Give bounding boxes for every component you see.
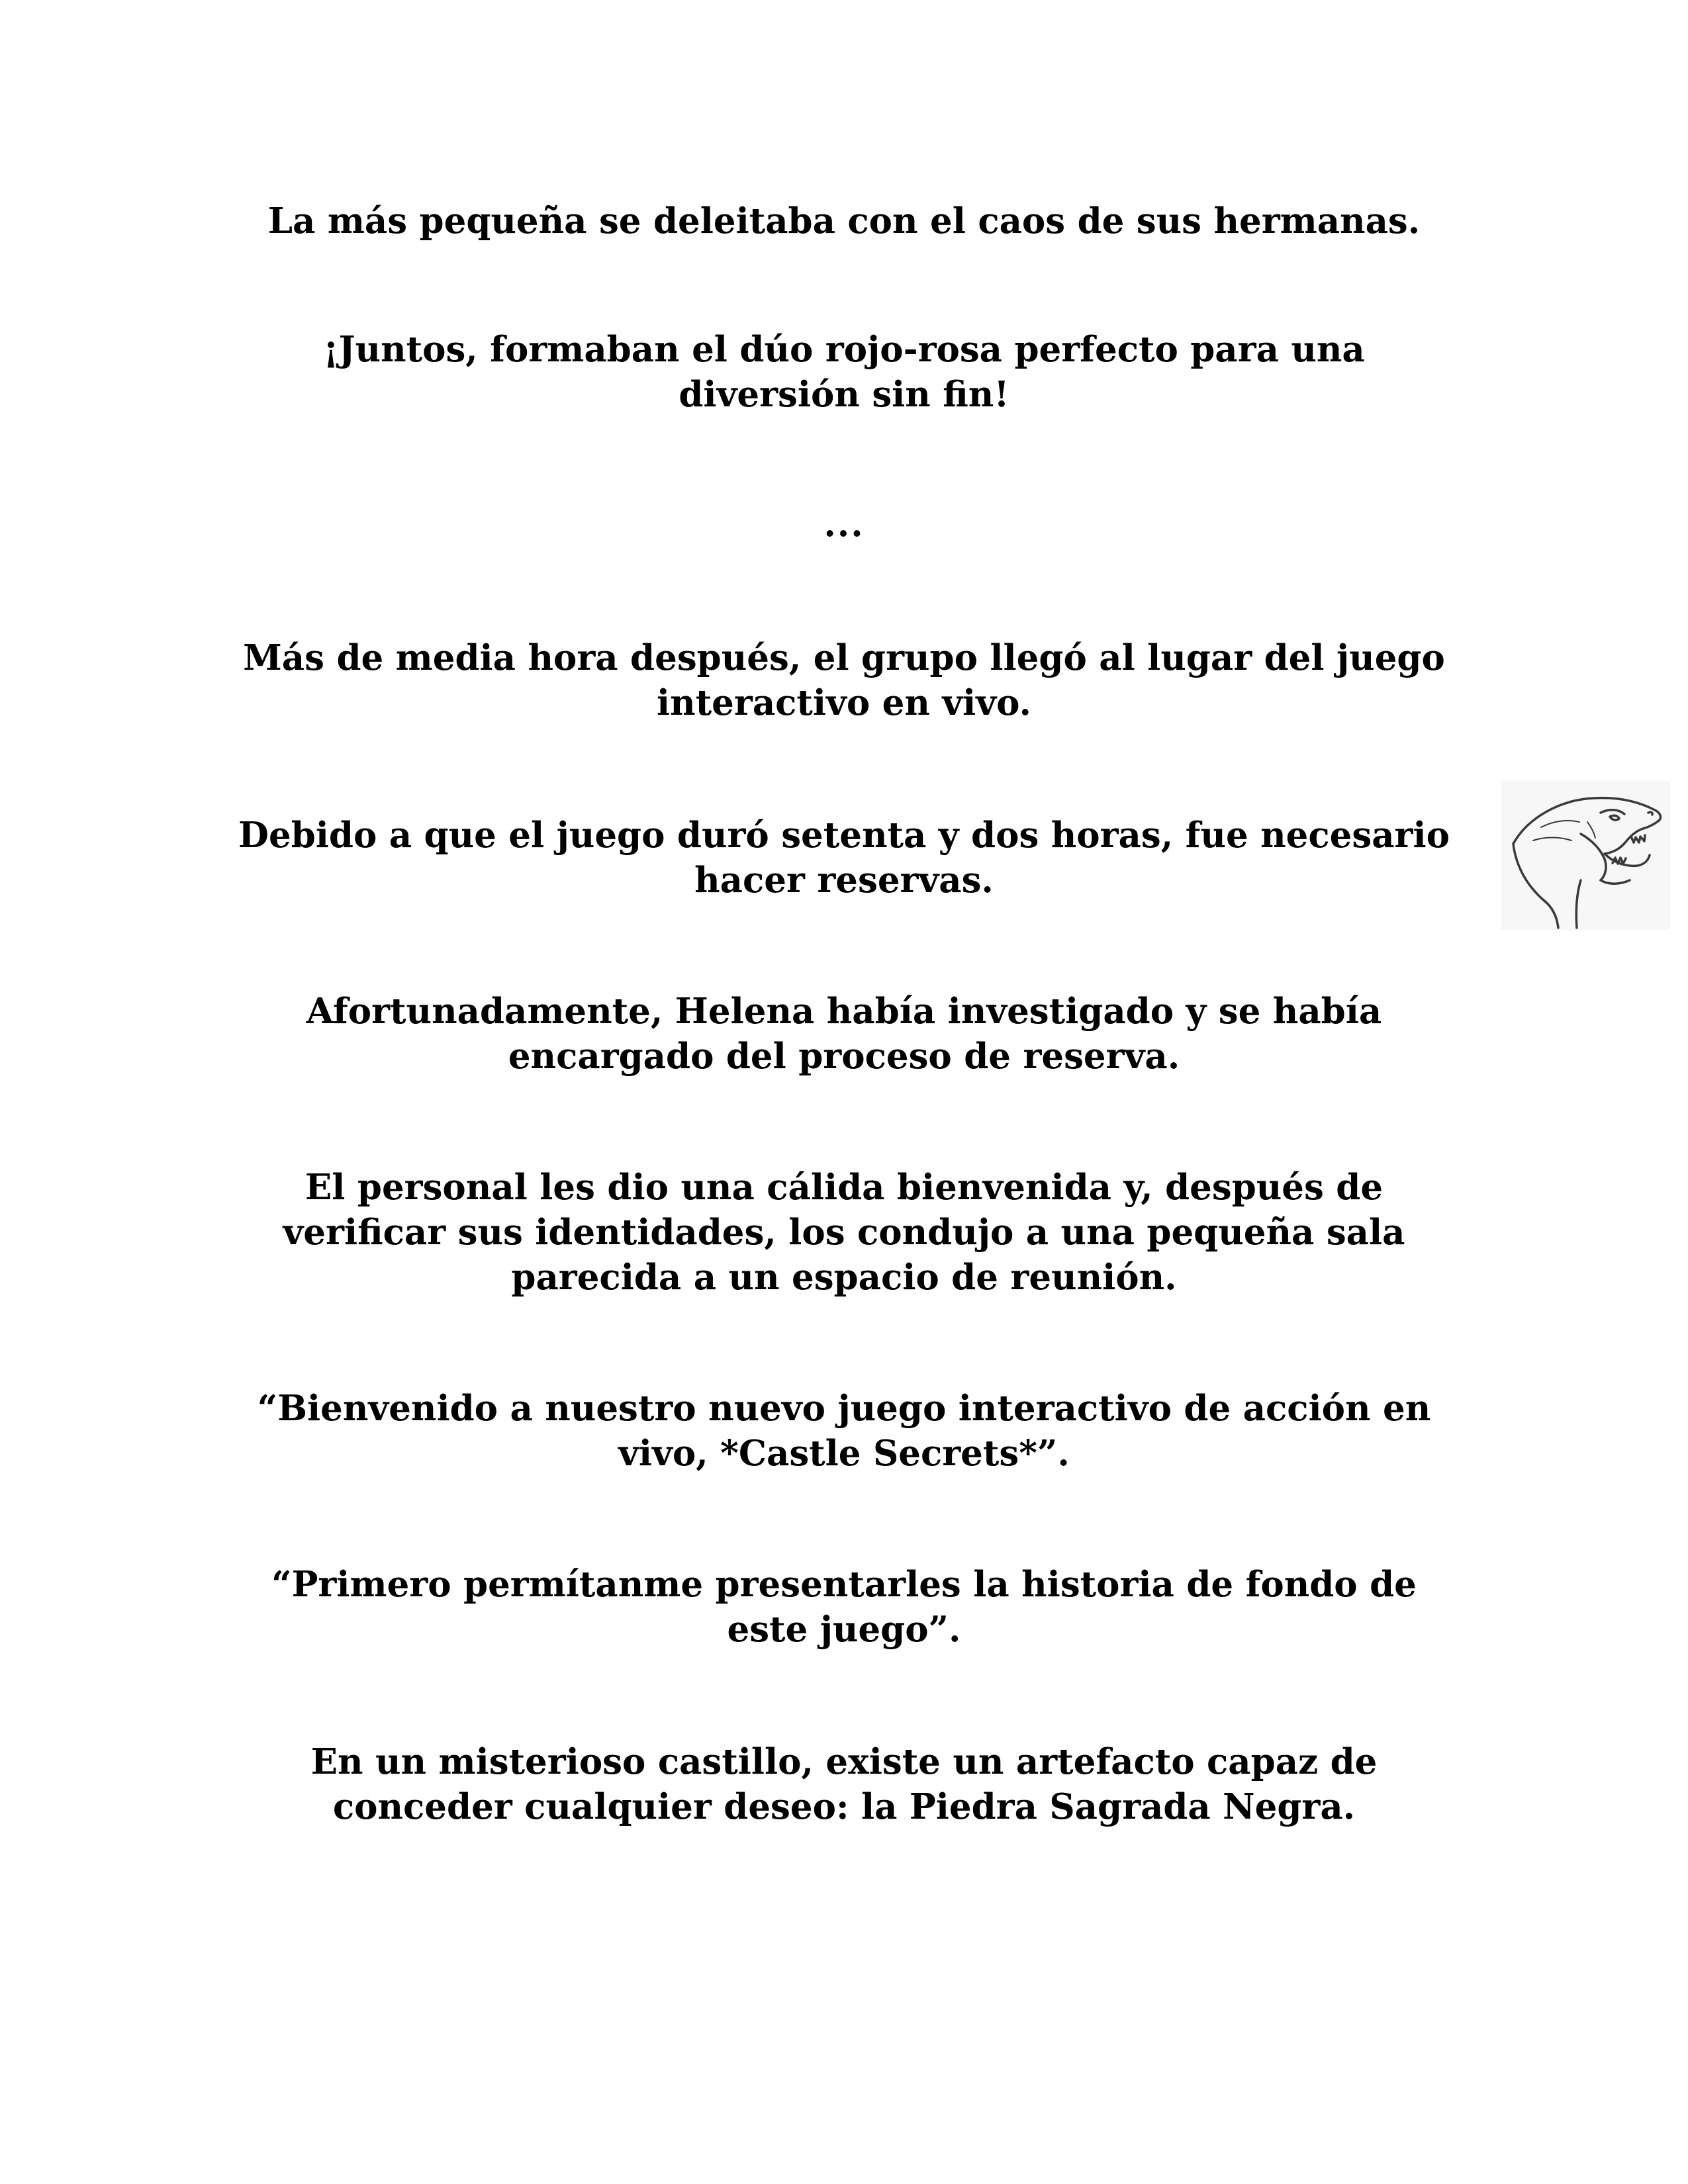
scene-break-ellipsis: ...	[823, 504, 865, 545]
paragraph-9: En un misterioso castillo, existe un artefacto capaz de conceder cualquier deseo: la Piedra Sagrada Negra.	[310, 1741, 1378, 1827]
dinosaur-head-sketch-icon	[1501, 781, 1670, 930]
paragraph-5: Afortunadamente, Helena había investigado y se había encargado del proceso de reserva.	[306, 991, 1382, 1077]
paragraph-4: Debido a que el juego duró setenta y dos horas, fue necesario hacer reservas.	[238, 815, 1450, 901]
paragraph-1: La más pequeña se deleitaba con el caos de sus hermanas.	[267, 201, 1421, 242]
paragraph-3: Más de media hora después, el grupo llegó al lugar del juego interactivo en vivo.	[243, 637, 1445, 723]
paragraph-8: “Primero permítanme presentarles la historia de fondo de este juego”.	[271, 1564, 1417, 1650]
paragraph-6: El personal les dio una cálida bienvenida y, después de verificar sus identidades, los condujo a una pequeña sala parecida a un espacio de reunión.	[283, 1167, 1405, 1298]
paragraph-2: ¡Juntos, formaban el dúo rojo-rosa perfecto para una diversión sin fin!	[323, 329, 1365, 415]
paragraph-7: “Bienvenido a nuestro nuevo juego interactivo de acción en vivo, *Castle Secrets*”.	[257, 1388, 1431, 1474]
